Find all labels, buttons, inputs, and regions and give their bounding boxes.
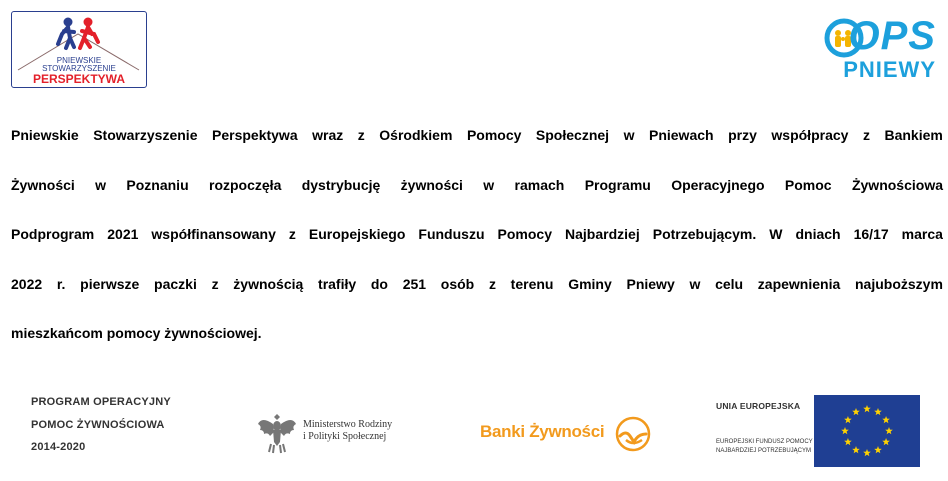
text-word: Gminy: [568, 275, 612, 292]
ops-city: PNIEWY: [843, 57, 936, 82]
text-word: Potrzebującym.: [652, 226, 757, 242]
eu-star: [874, 408, 882, 415]
text-word: Żywnościowa: [851, 176, 943, 193]
text-word: 2021: [107, 226, 139, 242]
text-line: [11, 225, 943, 243]
text-word: Funduszu: [418, 226, 485, 242]
perspektywa-logo: [11, 11, 147, 88]
perspektywa-line1: PNIEWSKIE: [56, 56, 102, 65]
eu-title: UNIA EUROPEJSKA: [716, 401, 801, 411]
text-word: w: [483, 176, 495, 193]
eu-star: [882, 416, 890, 423]
text-word: Ośrodkiem: [379, 127, 453, 143]
text-word: z: [288, 226, 296, 242]
text-word: 251: [402, 275, 427, 292]
text-word: Żywności: [11, 176, 75, 193]
text-word: najuboższym: [854, 275, 943, 292]
text-word: 2022: [11, 275, 43, 292]
program-line-1: PROGRAM OPERACYJNY: [31, 396, 171, 408]
program-logo: [31, 397, 191, 465]
ministry-line-2: i Polityki Społecznej: [303, 431, 387, 442]
eu-stars: [814, 395, 920, 467]
text-word: Perspektywa: [212, 127, 298, 143]
ops-letters: OPS: [848, 14, 936, 58]
text-word: paczki: [154, 275, 197, 292]
text-word: Operacyjnego: [671, 176, 765, 193]
text-word: w: [623, 127, 635, 143]
perspektywa-line2: STOWARZYSZENIE: [42, 64, 116, 73]
text-word: r.: [56, 275, 66, 292]
eu-star: [844, 438, 852, 445]
text-word: żywności: [400, 176, 463, 193]
eu-star: [844, 416, 852, 423]
text-word: Bankiem: [884, 127, 943, 143]
text-word: Pniewach: [648, 127, 714, 143]
text-word: terenu: [510, 275, 554, 292]
text-word: ramach: [514, 176, 565, 193]
banki-zywnosci-logo: [480, 414, 652, 454]
text-word: współfinansowany: [151, 226, 276, 242]
text-line: [11, 126, 943, 144]
eu-star: [874, 446, 882, 453]
eu-star: [852, 446, 860, 453]
eu-fund-line-1: EUROPEJSKI FUNDUSZ POMOCY: [716, 439, 813, 445]
eu-star: [863, 405, 871, 412]
text-word: żywnością: [233, 275, 304, 292]
eu-logo: [716, 395, 921, 470]
text-word: z: [862, 127, 870, 143]
text-word: Pomocy: [497, 226, 552, 242]
text-word: 16/17: [853, 226, 889, 242]
text-word: Społecznej: [535, 127, 610, 143]
text-word: trafiły: [318, 275, 357, 292]
eu-star: [882, 438, 890, 445]
text-word: wraz: [312, 127, 344, 143]
text-word: z: [357, 127, 365, 143]
eu-flag-icon: [814, 395, 920, 467]
text-word: Pomoc: [784, 176, 832, 193]
text-line: [11, 275, 943, 293]
text-word: marca: [901, 226, 943, 242]
text-word: dystrybucję: [301, 176, 381, 193]
eu-star: [841, 427, 849, 434]
eu-star: [852, 408, 860, 415]
text-word: pierwsze: [80, 275, 140, 292]
ministry-line-1: Ministerstwo Rodziny: [303, 419, 393, 430]
text-word: rozpoczęła: [209, 176, 282, 193]
program-line-3: 2014-2020: [31, 441, 86, 453]
eu-star: [885, 427, 893, 434]
text-word: z: [488, 275, 496, 292]
text-word: Podprogram: [11, 226, 95, 242]
text-word: z: [211, 275, 219, 292]
text-word: Pomocy: [466, 127, 522, 143]
text-line: [11, 324, 943, 342]
program-line-2: POMOC ŻYWNOŚCIOWA: [31, 418, 165, 431]
text-word: zapewnienia: [757, 275, 841, 292]
text-line: [11, 176, 943, 194]
announcement-text: [11, 126, 943, 342]
text-word: Stowarzyszenie: [93, 127, 198, 143]
text-word: Pniewskie: [11, 127, 79, 143]
eu-star: [863, 449, 871, 456]
text-word: przy: [728, 127, 757, 143]
ops-pniewy-logo: [818, 14, 940, 86]
text-word: mieszkańcom pomocy żywnościowej.: [11, 325, 262, 341]
text-word: do: [370, 275, 388, 292]
text-word: osób: [440, 275, 475, 292]
eu-fund-line-2: NAJBARDZIEJ POTRZEBUJĄCYM: [716, 448, 812, 454]
text-word: w: [689, 275, 701, 292]
text-word: Pniewy: [626, 275, 675, 292]
text-word: Poznaniu: [126, 176, 189, 193]
ministry-logo: [256, 410, 406, 454]
eagle-icon: [256, 410, 298, 454]
food-bank-circle-icon: [614, 416, 652, 452]
text-word: W: [769, 226, 783, 242]
banki-text: Banki Żywności: [480, 422, 605, 441]
text-word: dniach: [795, 226, 841, 242]
text-word: Najbardziej: [565, 226, 640, 242]
text-word: Programu: [584, 176, 651, 193]
perspektywa-line3: PERSPEKTYWA: [32, 72, 125, 86]
text-word: Europejskiego: [308, 226, 406, 242]
text-word: współpracy: [771, 127, 849, 143]
text-word: w: [95, 176, 107, 193]
text-word: celu: [715, 275, 744, 292]
